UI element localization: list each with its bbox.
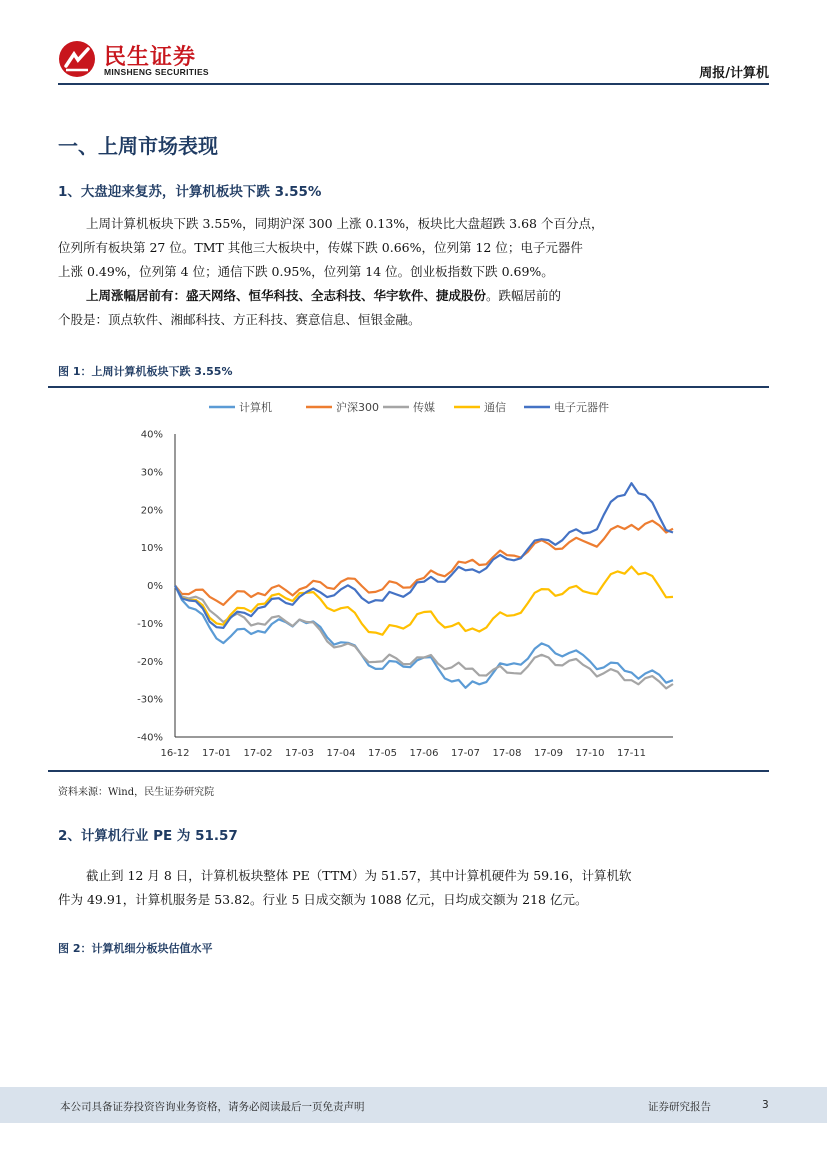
- y-tick-label: -30%: [137, 694, 163, 706]
- para-line: 上周计算机板块下跌 3.55%，同期沪深 300 上涨 0.13%，板块比大盘超跌 3.68 个百分点，: [86, 216, 604, 231]
- figure-bottom-rule: [48, 770, 769, 772]
- section-title: 一、上周市场表现: [58, 134, 218, 158]
- y-tick-label: 30%: [140, 467, 163, 479]
- y-tick-label: -40%: [137, 732, 163, 744]
- top-gainers-text: 上周涨幅居前有：盛天网络、恒华科技、全志科技、华宇软件、捷成股份: [86, 288, 487, 303]
- subsection-heading-1: 1、大盘迎来复苏，计算机板块下跌 3.55%: [58, 184, 322, 200]
- line-chart: [48, 390, 769, 768]
- footer-disclaimer: 本公司具备证券投资咨询业务资格，请务必阅读最后一页免责声明: [60, 1101, 365, 1113]
- y-axis: [137, 430, 175, 744]
- brand-logo-icon: [58, 40, 96, 78]
- plot-area: [175, 483, 673, 688]
- page-number: 3: [762, 1099, 769, 1111]
- x-tick-label: 17-10: [575, 748, 605, 759]
- report-type-label: 周报/计算机: [699, 66, 769, 81]
- legend-label: 电子元器件: [554, 401, 609, 414]
- y-tick-label: 10%: [140, 543, 163, 555]
- x-tick-label: 17-01: [201, 748, 232, 759]
- series-line: [175, 586, 673, 689]
- x-tick-label: 17-08: [492, 748, 522, 759]
- x-axis: [160, 737, 673, 759]
- figure-top-rule: [48, 386, 769, 388]
- y-tick-label: -20%: [137, 656, 163, 668]
- logo-english-name: MINSHENG SECURITIES: [104, 67, 209, 77]
- logo-chinese-name: 民生证券: [104, 45, 197, 70]
- x-tick-label: 17-06: [409, 748, 439, 759]
- footer-report-label: 证券研究报告: [648, 1101, 711, 1113]
- legend-label: 计算机: [239, 401, 272, 414]
- chart-legend: [209, 400, 609, 414]
- figure-1-title: 图 1：上周计算机板块下跌 3.55%: [58, 365, 233, 378]
- para-line: 个股是：顶点软件、湘邮科技、方正科技、赛意信息、恒银金融。: [58, 312, 421, 327]
- para-line: 上涨 0.49%，位列第 4 位；通信下跌 0.95%，位列第 14 位。创业板指数下跌 0.69%。: [58, 264, 554, 279]
- paragraph-pe: [58, 864, 658, 912]
- legend-label: 传媒: [413, 401, 435, 414]
- x-tick-label: 17-07: [450, 748, 481, 759]
- legend-label: 通信: [484, 401, 506, 414]
- x-tick-label: 17-05: [367, 748, 398, 759]
- series-line: [175, 586, 673, 688]
- para-line: 件为 49.91，计算机服务是 53.82。行业 5 日成交额为 1088 亿元，日均成交额为 218 亿元。: [58, 892, 588, 907]
- y-tick-label: 0%: [147, 581, 163, 592]
- para-line: 位列所有板块第 27 位。TMT 其他三大板块中，传媒下跌 0.66%，位列第 12 位；电子元器件: [58, 240, 583, 255]
- figure-2-title: 图 2：计算机细分板块估值水平: [58, 942, 213, 955]
- x-tick-label: 17-04: [326, 748, 356, 759]
- x-tick-label: 17-03: [284, 748, 315, 759]
- y-tick-label: 20%: [140, 505, 163, 517]
- y-tick-label: 40%: [140, 429, 163, 441]
- x-tick-label: 17-02: [243, 748, 273, 759]
- y-tick-label: -10%: [137, 618, 163, 630]
- x-tick-label: 16-12: [160, 748, 190, 759]
- x-tick-label: 17-09: [533, 748, 564, 759]
- legend-label: 沪深300: [336, 401, 379, 414]
- series-line: [175, 483, 673, 628]
- para-line: 截止到 12 月 8 日，计算机板块整体 PE（TTM）为 51.57，其中计算机硬件为 59.16，计算机软: [86, 868, 632, 883]
- header-divider: [58, 83, 769, 85]
- para-line: 。跌幅居前的: [486, 288, 562, 303]
- subsection-heading-2: 2、计算机行业 PE 为 51.57: [58, 828, 238, 844]
- paragraph-market-performance: [58, 212, 658, 332]
- x-tick-label: 17-11: [616, 748, 647, 759]
- figure-source: 资料来源：Wind，民生证券研究院: [58, 787, 215, 798]
